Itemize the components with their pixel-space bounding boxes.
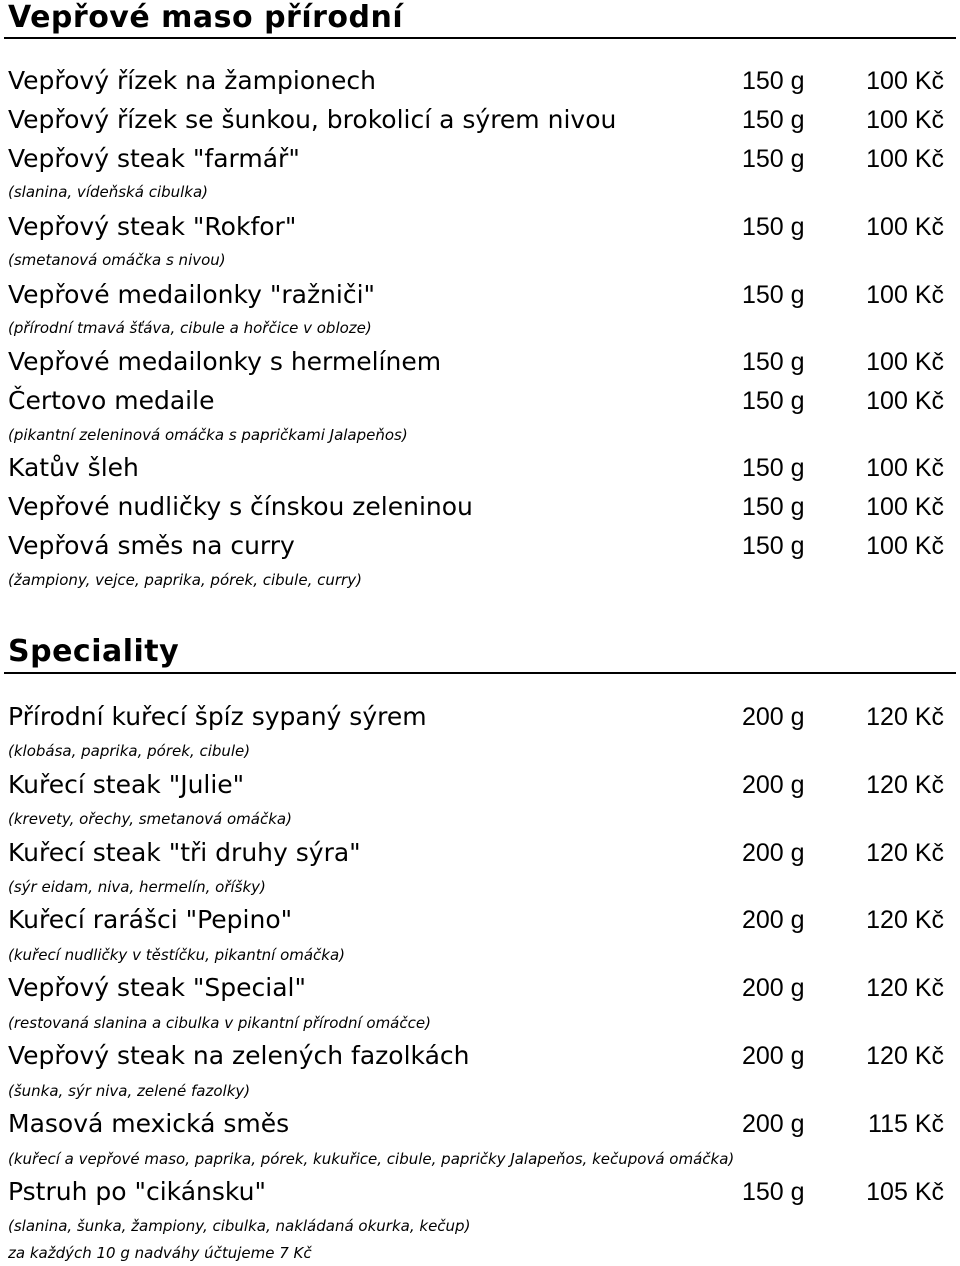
item-name: Kuřecí steak "Julie" (8, 770, 245, 799)
menu-item (8, 1107, 952, 1141)
item-description: (kuřecí a vepřové maso, paprika, pórek, kukuřice, cibule, papričky Jalapeňos, kečupová omáčka) (8, 1150, 735, 1168)
item-description: (krevety, ořechy, smetanová omáčka) (8, 810, 292, 828)
item-weight: 150 g (742, 387, 805, 415)
item-name: Vepřové medailonky s hermelínem (8, 347, 442, 376)
item-name: Vepřové nudličky s čínskou zeleninou (8, 492, 473, 521)
menu-item (8, 700, 952, 734)
menu-item (8, 1175, 952, 1209)
item-description: (sýr eidam, niva, hermelín, oříšky) (8, 878, 266, 896)
item-weight: 200 g (742, 771, 805, 799)
item-description: (přírodní tmavá šťáva, cibule a hořčice v obloze) (8, 319, 372, 337)
item-weight: 150 g (742, 532, 805, 560)
section-title-specialities: Speciality (8, 634, 180, 669)
item-weight: 150 g (742, 213, 805, 241)
item-name: Vepřový řízek se šunkou, brokolicí a sýrem nivou (8, 105, 617, 134)
menu-item (8, 903, 952, 937)
item-price: 120 Kč (866, 1042, 944, 1070)
item-weight: 200 g (742, 1110, 805, 1138)
item-name: Kuřecí steak "tři druhy sýra" (8, 838, 361, 867)
item-price: 100 Kč (866, 145, 944, 173)
item-weight: 150 g (742, 106, 805, 134)
item-name: Vepřový steak na zelených fazolkách (8, 1041, 470, 1070)
item-weight: 150 g (742, 67, 805, 95)
item-name: Vepřový steak "farmář" (8, 144, 300, 173)
menu-item (8, 1039, 952, 1073)
item-weight: 200 g (742, 974, 805, 1002)
item-name: Pstruh po "cikánsku" (8, 1177, 266, 1206)
menu-item (8, 345, 952, 379)
item-name: Masová mexická směs (8, 1109, 290, 1138)
menu-item (8, 529, 952, 563)
item-price: 120 Kč (866, 974, 944, 1002)
section-title-pork: Vepřové maso přírodní (8, 0, 404, 35)
item-price: 120 Kč (866, 906, 944, 934)
item-description: (žampiony, vejce, paprika, pórek, cibule, curry) (8, 571, 362, 589)
item-weight: 150 g (742, 348, 805, 376)
item-price: 120 Kč (866, 839, 944, 867)
item-price: 100 Kč (866, 493, 944, 521)
menu-item (8, 768, 952, 802)
menu-item (8, 210, 952, 244)
item-description: (klobása, paprika, pórek, cibule) (8, 742, 251, 760)
menu-item (8, 384, 952, 418)
item-name: Kuřecí rarášci "Pepino" (8, 905, 293, 934)
item-price: 100 Kč (866, 106, 944, 134)
item-weight: 200 g (742, 1042, 805, 1070)
item-name: Čertovo medaile (8, 386, 215, 415)
item-name: Katův šleh (8, 453, 139, 482)
item-weight: 200 g (742, 906, 805, 934)
menu-item (8, 278, 952, 312)
menu-item (8, 64, 952, 98)
item-price: 100 Kč (866, 348, 944, 376)
item-price: 100 Kč (866, 387, 944, 415)
item-price: 100 Kč (866, 454, 944, 482)
menu-item (8, 836, 952, 870)
item-price: 100 Kč (866, 281, 944, 309)
item-description: (pikantní zeleninová omáčka s papričkami Jalapeňos) (8, 426, 408, 444)
item-description: (šunka, sýr niva, zelené fazolky) (8, 1082, 251, 1100)
item-name: Vepřové medailonky "ražniči" (8, 280, 376, 309)
item-weight: 150 g (742, 1178, 805, 1206)
item-price: 115 Kč (868, 1110, 944, 1138)
section-divider (4, 672, 956, 674)
item-weight: 200 g (742, 703, 805, 731)
footnote: za každých 10 g nadváhy účtujeme 7 Kč (8, 1244, 312, 1262)
item-weight: 150 g (742, 281, 805, 309)
item-price: 100 Kč (866, 532, 944, 560)
item-price: 120 Kč (866, 703, 944, 731)
menu-item (8, 142, 952, 176)
item-weight: 200 g (742, 839, 805, 867)
item-weight: 150 g (742, 454, 805, 482)
item-description: (slanina, vídeňská cibulka) (8, 183, 209, 201)
menu-item (8, 971, 952, 1005)
item-description: (kuřecí nudličky v těstíčku, pikantní omáčka) (8, 946, 346, 964)
menu-item (8, 490, 952, 524)
item-price: 120 Kč (866, 771, 944, 799)
item-description: (restovaná slanina a cibulka v pikantní přírodní omáčce) (8, 1014, 431, 1032)
item-weight: 150 g (742, 493, 805, 521)
menu-item (8, 451, 952, 485)
menu-item (8, 103, 952, 137)
item-name: Vepřový steak "Rokfor" (8, 212, 297, 241)
section-divider (4, 37, 956, 39)
item-price: 105 Kč (866, 1178, 944, 1206)
item-name: Vepřový steak "Special" (8, 973, 306, 1002)
item-price: 100 Kč (866, 67, 944, 95)
item-name: Přírodní kuřecí špíz sypaný sýrem (8, 702, 427, 731)
item-price: 100 Kč (866, 213, 944, 241)
item-name: Vepřový řízek na žampionech (8, 66, 376, 95)
item-name: Vepřová směs na curry (8, 531, 295, 560)
item-description: (slanina, šunka, žampiony, cibulka, nakládaná okurka, kečup) (8, 1217, 471, 1235)
item-weight: 150 g (742, 145, 805, 173)
item-description: (smetanová omáčka s nivou) (8, 251, 226, 269)
